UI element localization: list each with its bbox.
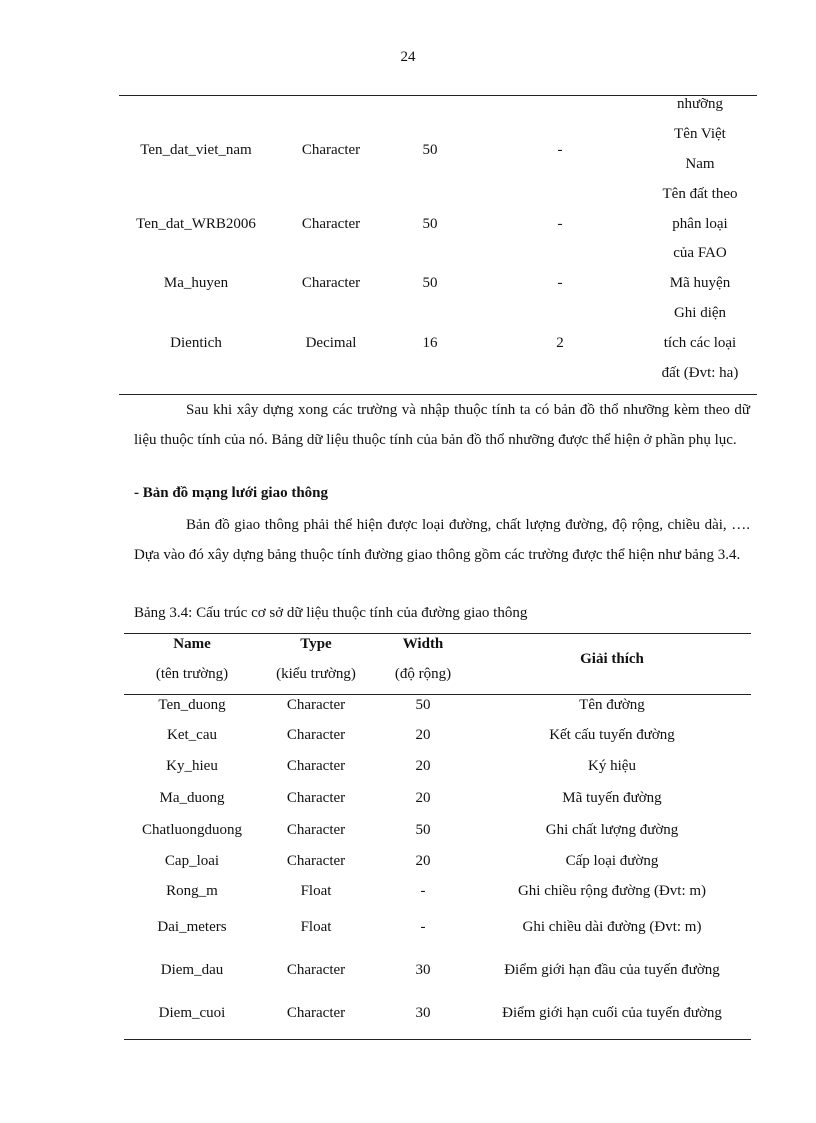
table1-row-name: Ma_huyen — [163, 275, 229, 291]
table-row-width: 30 — [415, 1005, 431, 1021]
table-row-width: 20 — [415, 758, 431, 774]
table-row-width: 50 — [415, 697, 431, 713]
paragraph-traffic-map: Bản đồ giao thông phải thể hiện được loại đường, chất lượng đường, độ rộng, chiều dài, …. Dựa vào đó xây dựng bảng thuộc tính đường giao thông gồm các trường được thể hiện như bảng 3.4. — [134, 517, 750, 563]
table-row-desc: Mã tuyến đường — [562, 790, 662, 806]
table-row-desc: Ghi chiều dài đường (Đvt: m) — [522, 919, 702, 935]
table-row-name: Cap_loai — [164, 853, 220, 869]
table-row-desc: Tên đường — [579, 697, 645, 713]
table1-row-desc-line: Nam — [685, 156, 715, 172]
table-row-type: Character — [286, 853, 346, 869]
table1-row-width: 50 — [422, 142, 438, 158]
table1-row-width: 16 — [422, 335, 438, 351]
header-name-sub: (tên trường) — [155, 666, 229, 682]
header-width: Width — [402, 636, 444, 652]
paragraph-soil-map: Sau khi xây dựng xong các trường và nhập thuộc tính ta có bản đồ thổ nhưỡng kèm theo dữ liệu thuộc tính của nó. Bảng dữ liệu thuộc tính của bản đồ thổ nhưỡng được thể hiện ở phần phụ lục. — [134, 402, 750, 448]
table-row-desc: Điểm giới hạn đầu của tuyến đường — [504, 962, 720, 978]
table-row-type: Character — [286, 822, 346, 838]
table-row-type: Character — [286, 727, 346, 743]
table1-row-name: Ten_dat_viet_nam — [140, 142, 252, 158]
table1-row-name: Ten_dat_WRB2006 — [136, 216, 256, 232]
table-row-name: Dai_meters — [157, 919, 227, 935]
table-row-type: Character — [286, 1005, 346, 1021]
header-name: Name — [173, 636, 211, 652]
table-row-width: 30 — [415, 962, 431, 978]
table-row-type: Character — [286, 962, 346, 978]
table1-row-type: Character — [301, 142, 361, 158]
table-row-desc: Cấp loại đường — [565, 853, 659, 869]
table1-row-decimal: - — [557, 216, 563, 232]
table-row-name: Rong_m — [166, 883, 218, 899]
table1-row-type: Character — [301, 216, 361, 232]
table1-row-desc-line: phân loại — [672, 216, 728, 232]
table-row-type: Float — [300, 919, 332, 935]
table-row-type: Character — [286, 758, 346, 774]
table1-row-decimal: - — [557, 142, 563, 158]
table1-row-desc-line: đất (Đvt: ha) — [661, 365, 739, 381]
table-row-type: Float — [300, 883, 332, 899]
table-row-desc: Ghi chất lượng đường — [545, 822, 679, 838]
table-row-name: Ten_duong — [158, 697, 226, 713]
table1-desc-top-cell: nhưỡng — [676, 96, 724, 112]
table1-row-type: Decimal — [305, 335, 357, 351]
table-row-name: Chatluongduong — [142, 822, 242, 838]
header-description: Giải thích — [580, 651, 644, 667]
table-row-desc: Ký hiệu — [588, 758, 636, 774]
section-heading: - Bản đồ mạng lưới giao thông — [134, 485, 329, 501]
table-row-name: Diem_dau — [160, 962, 224, 978]
table1-row-desc-line: Ghi diện — [673, 305, 727, 321]
table2-top-rule — [124, 633, 751, 634]
header-type-sub: (kiểu trường) — [276, 666, 356, 682]
table-row-name: Ky_hieu — [166, 758, 218, 774]
table1-row-width: 50 — [422, 275, 438, 291]
table-row-width: - — [420, 919, 426, 935]
table-row-desc: Ghi chiều rộng đường (Đvt: m) — [517, 883, 707, 899]
table1-row-desc-line: tích các loại — [663, 335, 737, 351]
table-row-width: - — [420, 883, 426, 899]
header-width-sub: (độ rộng) — [394, 666, 452, 682]
header-type: Type — [300, 636, 332, 652]
table1-bottom-rule — [119, 394, 757, 395]
table1-row-desc-line: Tên Việt — [674, 126, 726, 142]
table-row-desc: Điểm giới hạn cuối của tuyến đường — [502, 1005, 722, 1021]
table-row-name: Diem_cuoi — [158, 1005, 226, 1021]
table-row-width: 20 — [415, 853, 431, 869]
table-row-desc: Kết cấu tuyến đường — [549, 727, 675, 743]
table1-row-name: Dientich — [170, 335, 222, 351]
page-number: 24 — [400, 49, 416, 65]
table1-row-width: 50 — [422, 216, 438, 232]
table-caption: Bảng 3.4: Cấu trúc cơ sở dữ liệu thuộc tính của đường giao thông — [134, 605, 528, 621]
table1-row-desc-line: Mã huyện — [669, 275, 731, 291]
table-row-name: Ma_duong — [159, 790, 225, 806]
table1-row-decimal: - — [557, 275, 563, 291]
table-row-name: Ket_cau — [167, 727, 217, 743]
table2-header-rule — [124, 694, 751, 695]
table-row-type: Character — [286, 697, 346, 713]
table-row-width: 20 — [415, 790, 431, 806]
table1-row-decimal: 2 — [556, 335, 564, 351]
table1-row-type: Character — [301, 275, 361, 291]
table-row-type: Character — [286, 790, 346, 806]
table-row-width: 50 — [415, 822, 431, 838]
table1-row-desc-line: của FAO — [673, 245, 727, 261]
table1-row-desc-line: Tên đất theo — [662, 186, 738, 202]
table2-bottom-rule — [124, 1039, 751, 1040]
table-row-width: 20 — [415, 727, 431, 743]
